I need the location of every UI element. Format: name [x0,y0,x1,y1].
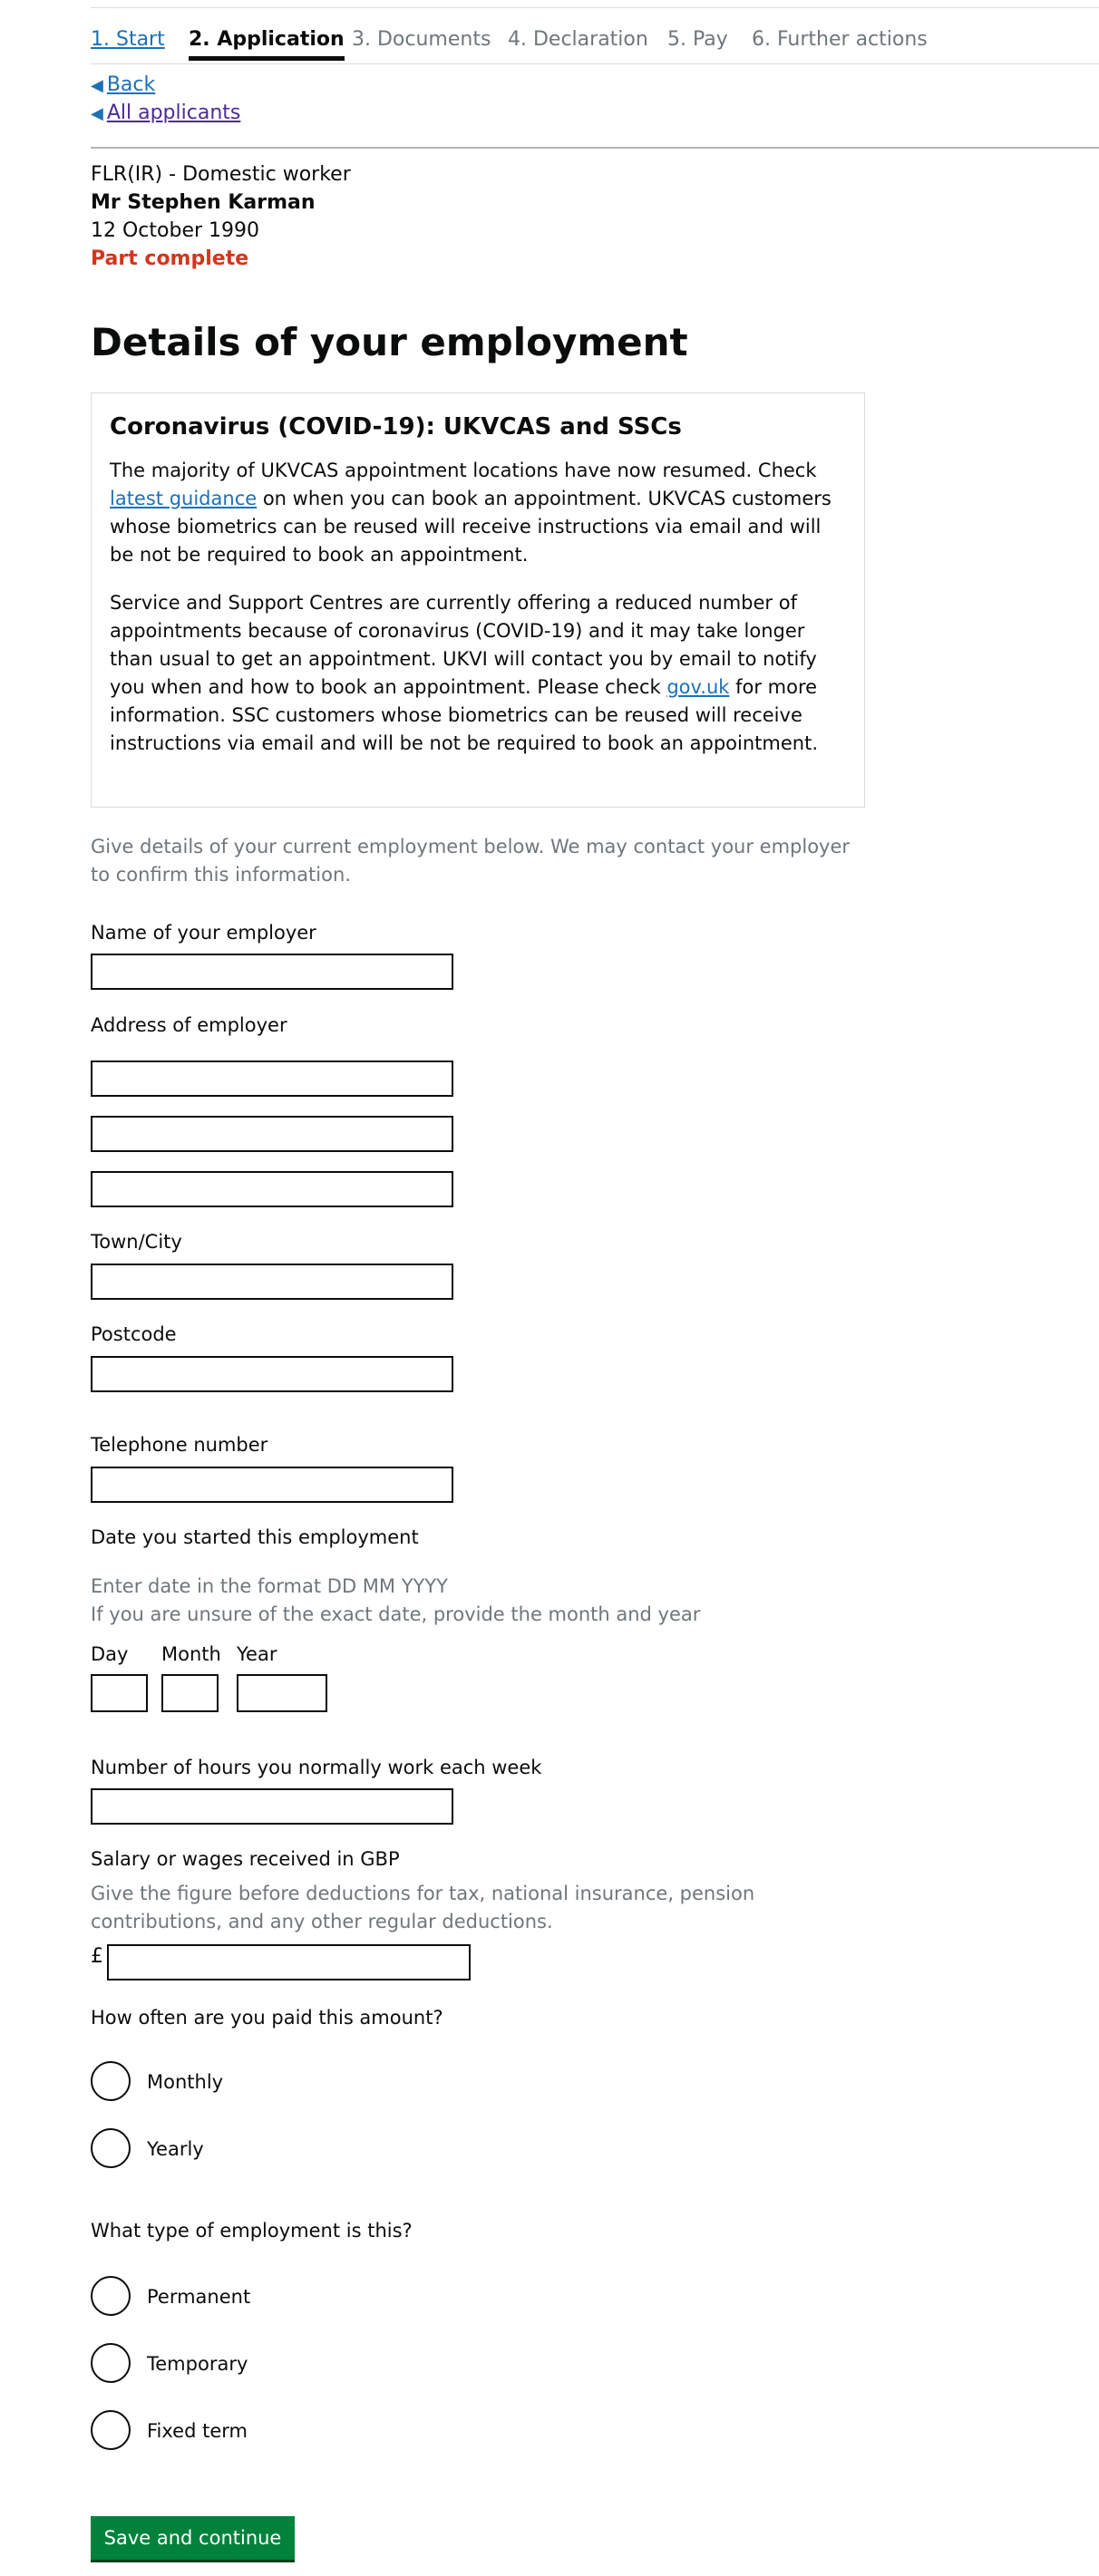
date-unsure-hint: If you are unsure of the exact date, provide the month and year [91,1603,701,1625]
hours-label: Number of hours you normally work each week [91,1757,542,1778]
employer-name-label: Name of your employer [91,922,316,944]
step-further-actions: 6. Further actions [752,28,928,51]
day-label: Day [91,1643,129,1665]
salary-hint: Give the figure before deductions for tax, national insurance, pension contributions, and any other regular deductions. [91,1883,755,1932]
year-input[interactable] [237,1674,327,1712]
postcode-label: Postcode [91,1323,177,1345]
town-input[interactable] [91,1264,453,1300]
salary-input[interactable] [107,1944,471,1980]
day-input[interactable] [91,1674,148,1712]
hours-input[interactable] [91,1788,453,1825]
employer-address-line-3-input[interactable] [91,1171,453,1207]
step-application: 2. Application [189,25,345,61]
employer-address-line-2-input[interactable] [91,1116,453,1152]
step-documents: 3. Documents [352,28,491,51]
notice-heading: Coronavirus (COVID-19): UKVCAS and SSCs [110,413,682,441]
step-start[interactable]: 1. Start [91,28,165,51]
applicant-dob: 12 October 1990 [91,219,260,242]
save-and-continue-button[interactable]: Save and continue [91,2516,295,2560]
employer-address-line-1-input[interactable] [91,1060,453,1097]
notice-p2-text: Service and Support Centres are currently offering a reduced number of appointments because of coronavirus (COVID-19) and it may take longer than usual to get an appointment. UKVI will contact you by email to notify you when and how to book an appointment. Please check [110,592,817,698]
notice-paragraph-2 [110,589,846,758]
year-label: Year [237,1643,277,1665]
step-declaration: 4. Declaration [508,28,648,51]
month-input[interactable] [161,1674,219,1712]
start-date-label: Date you started this employment [91,1526,419,1548]
all-applicants-link[interactable]: All applicants [106,102,241,124]
radio-permanent-circle[interactable] [91,2276,131,2316]
step-pay: 5. Pay [667,28,728,51]
header-divider [91,147,1099,149]
radio-fixed-term-label[interactable]: Fixed term [147,2420,248,2442]
radio-temporary-label[interactable]: Temporary [147,2353,248,2375]
town-label: Town/City [91,1231,182,1253]
back-link[interactable]: Back [106,73,156,96]
radio-monthly-label[interactable]: Monthly [147,2071,224,2093]
radio-monthly-circle[interactable] [91,2061,131,2101]
salary-label: Salary or wages received in GBP [91,1848,400,1870]
all-applicants-triangle-icon: ◀ [91,104,103,123]
notice-p1-text: The majority of UKVCAS appointment locations have now resumed. Check [110,460,817,481]
notice-p1-text-end: on when you can book an appointment. UKVCAS customers whose biometrics can be reused will receive instructions via email and will be not be required to book an appointment. [110,488,832,566]
back-triangle-icon: ◀ [91,76,103,95]
progress-steps [91,25,1099,64]
status-badge: Part complete [91,247,249,270]
top-divider [91,7,1099,8]
latest-guidance-link[interactable]: latest guidance [110,488,258,509]
notice-p2-text-end: for more information. SSC customers whose biometrics can be reused will receive instructions via email and will be not be required to book an appointment. [110,676,818,754]
page-title: Details of your employment [91,320,688,364]
intro-hint: Give details of your current employment below. We may contact your employer to confirm this information. [91,836,851,886]
employer-name-input[interactable] [91,954,453,990]
radio-temporary-circle[interactable] [91,2343,131,2383]
telephone-input[interactable] [91,1467,453,1503]
telephone-label: Telephone number [91,1434,268,1456]
employer-address-label: Address of employer [91,1014,287,1036]
all-applicants-nav [91,100,240,128]
date-format-hint: Enter date in the format DD MM YYYY [91,1575,449,1597]
pay-frequency-question: How often are you paid this amount? [91,2007,443,2029]
currency-symbol: £ [91,1945,103,1968]
applicant-name: Mr Stephen Karman [91,191,316,214]
month-label: Month [161,1643,221,1665]
covid-notice [91,392,865,808]
govuk-link[interactable]: gov.uk [666,676,730,698]
postcode-input[interactable] [91,1356,453,1392]
radio-permanent-label[interactable]: Permanent [147,2286,251,2308]
employment-type-question: What type of employment is this? [91,2220,413,2242]
radio-fixed-term-circle[interactable] [91,2410,131,2450]
notice-paragraph-1 [110,457,846,569]
radio-yearly-label[interactable]: Yearly [147,2138,204,2160]
back-nav [91,72,155,100]
radio-yearly-circle[interactable] [91,2128,131,2168]
application-type: FLR(IR) - Domestic worker [91,163,351,186]
